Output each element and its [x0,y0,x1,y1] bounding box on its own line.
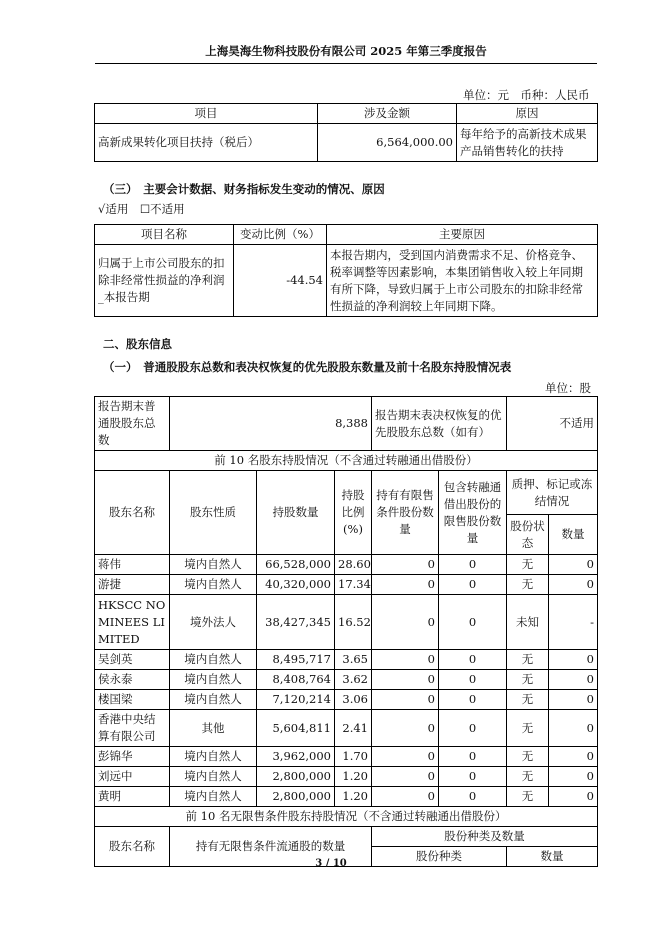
total-shareholders-label: 报告期末普通股股东总数 [95,397,170,451]
cell-ratio: -44.54 [234,245,327,317]
cell-qty: 2,800,000 [257,787,335,807]
table-row [95,650,598,670]
cell-name: 蒋伟 [95,555,170,575]
cell-restricted: 0 [372,650,439,670]
table-row [95,690,598,710]
cell-count: 0 [549,710,598,747]
top10-title: 前 10 名股东持股情况（不含通过转融通出借股份） [95,451,598,471]
cell-nature: 境内自然人 [170,690,257,710]
cell-qty: 38,427,345 [257,595,335,650]
shareholders-table [94,396,598,867]
cell-restricted: 0 [372,710,439,747]
col-header-ratio: 持股比例(%) [335,471,372,555]
cell-restricted: 0 [372,595,439,650]
cell-status: 未知 [507,595,549,650]
cell-qty: 8,495,717 [257,650,335,670]
cell-status: 无 [507,787,549,807]
cell-lending: 0 [439,595,507,650]
cell-count: 0 [549,575,598,595]
cell-status: 无 [507,747,549,767]
unrestricted-title: 前 10 名无限售条件股东持股情况（不含通过转融通出借股份） [95,807,598,827]
cell-nature: 境内自然人 [170,575,257,595]
cell-amount: 6,564,000.00 [318,124,457,162]
cell-count: 0 [549,767,598,787]
col-header-item: 项目 [95,104,318,124]
pref-shareholders-label: 报告期末表决权恢复的优先股股东总数（如有） [372,397,507,451]
unit-currency: 单位：元 币种：人民币 [463,88,590,102]
cell-lending: 0 [439,650,507,670]
cell-qty: 7,120,214 [257,690,335,710]
cell-item: 归属于上市公司股东的扣除非经常性损益的净利润_本报告期 [95,245,234,317]
section3-title: （三） 主要会计数据、财务指标发生变动的情况、原因 [103,182,385,196]
col-header-restricted: 持有有限售条件股份数量 [372,471,439,555]
col-header-pledge: 质押、标记或冻结情况 [507,471,598,515]
cell-name: 刘远中 [95,767,170,787]
table-row [95,747,598,767]
cell-status: 无 [507,575,549,595]
pref-shareholders-value: 不适用 [507,397,598,451]
cell-name: 侯永泰 [95,670,170,690]
cell-restricted: 0 [372,747,439,767]
cell-restricted: 0 [372,690,439,710]
table-row [95,787,598,807]
col-header-qty: 持股数量 [257,471,335,555]
cell-nature: 其他 [170,710,257,747]
cell-restricted: 0 [372,787,439,807]
change-table [94,224,598,317]
cell-qty: 66,528,000 [257,555,335,575]
cell-status: 无 [507,767,549,787]
cell-nature: 境外法人 [170,595,257,650]
cell-restricted: 0 [372,767,439,787]
cell-ratio: 2.41 [335,710,372,747]
cell-count: 0 [549,670,598,690]
cell-name: 彭锦华 [95,747,170,767]
cell-lending: 0 [439,555,507,575]
cell-qty: 40,320,000 [257,575,335,595]
cell-count: 0 [549,650,598,670]
cell-name: HKSCC NOMINEES LIMITED [95,595,170,650]
col-header-lending: 包含转融通借出股份的限售股份数量 [439,471,507,555]
cell-name: 黄明 [95,787,170,807]
cell-lending: 0 [439,670,507,690]
cell-lending: 0 [439,747,507,767]
cell-reason: 本报告期内，受到国内消费需求不足、价格竞争、税率调整等因素影响，本集团销售收入较上年同期有所下降，导致归属于上市公司股东的扣除非经常性损益的净利润较上年同期下降。 [327,245,598,317]
cell-item: 高新成果转化项目扶持（税后） [95,124,318,162]
applicability: √适用 ☐不适用 [98,202,185,216]
cell-qty: 2,800,000 [257,767,335,787]
table-row [95,245,598,317]
cell-ratio: 16.52 [335,595,372,650]
cell-ratio: 28.60 [335,555,372,575]
cell-name: 楼国梁 [95,690,170,710]
col-header-name: 股东名称 [95,471,170,555]
cell-name: 游捷 [95,575,170,595]
cell-status: 无 [507,650,549,670]
cell-qty: 8,408,764 [257,670,335,690]
ur-col-header-type: 股份种类 [372,847,507,867]
page-header: 上海昊海生物科技股份有限公司 2025 年第三季度报告 [95,43,597,64]
col-header-ratio: 变动比例（%） [234,225,327,245]
cell-ratio: 1.20 [335,787,372,807]
cell-name: 吴剑英 [95,650,170,670]
cell-lending: 0 [439,767,507,787]
cell-name: 香港中央结算有限公司 [95,710,170,747]
cell-count: 0 [549,747,598,767]
col-header-count: 数量 [549,515,598,555]
table-row [95,670,598,690]
cell-ratio: 3.65 [335,650,372,670]
cell-ratio: 1.20 [335,767,372,787]
col-header-main-reason: 主要原因 [327,225,598,245]
cell-ratio: 17.34 [335,575,372,595]
cell-nature: 境内自然人 [170,670,257,690]
cell-lending: 0 [439,787,507,807]
cell-nature: 境内自然人 [170,767,257,787]
cell-nature: 境内自然人 [170,747,257,767]
table-row [95,595,598,650]
col-header-amount: 涉及金额 [318,104,457,124]
cell-restricted: 0 [372,575,439,595]
cell-qty: 5,604,811 [257,710,335,747]
col-header-nature: 股东性质 [170,471,257,555]
table-row [95,555,598,575]
col-header-item-name: 项目名称 [95,225,234,245]
table-row [95,710,598,747]
cell-qty: 3,962,000 [257,747,335,767]
col-header-reason: 原因 [457,104,598,124]
cell-restricted: 0 [372,670,439,690]
nonrecurring-table [94,103,598,162]
col-header-status: 股份状态 [507,515,549,555]
cell-status: 无 [507,670,549,690]
cell-count: 0 [549,787,598,807]
cell-status: 无 [507,690,549,710]
subsection1-title: （一） 普通股股东总数和表决权恢复的优先股股东数量及前十名股东持股情况表 [103,360,512,374]
cell-restricted: 0 [372,555,439,575]
table-row [95,124,598,162]
cell-count: 0 [549,690,598,710]
section2-title: 二、股东信息 [103,337,172,351]
cell-status: 无 [507,710,549,747]
ur-col-header-qty: 持有无限售条件流通股的数量 [170,827,372,867]
table-row [95,575,598,595]
total-shareholders-value: 8,388 [170,397,372,451]
cell-lending: 0 [439,575,507,595]
ur-col-header-name: 股东名称 [95,827,170,867]
page-number: 3 / 10 [315,858,347,869]
cell-status: 无 [507,555,549,575]
cell-nature: 境内自然人 [170,555,257,575]
cell-ratio: 3.06 [335,690,372,710]
cell-lending: 0 [439,690,507,710]
unit-shares: 单位：股 [545,381,591,395]
table-row [95,767,598,787]
cell-nature: 境内自然人 [170,787,257,807]
cell-reason: 每年给予的高新技术成果产品销售转化的扶持 [457,124,598,162]
ur-col-header-type-qty: 股份种类及数量 [372,827,598,847]
cell-count: - [549,595,598,650]
ur-col-header-count: 数量 [507,847,598,867]
cell-lending: 0 [439,710,507,747]
cell-ratio: 3.62 [335,670,372,690]
cell-nature: 境内自然人 [170,650,257,670]
cell-count: 0 [549,555,598,575]
cell-ratio: 1.70 [335,747,372,767]
